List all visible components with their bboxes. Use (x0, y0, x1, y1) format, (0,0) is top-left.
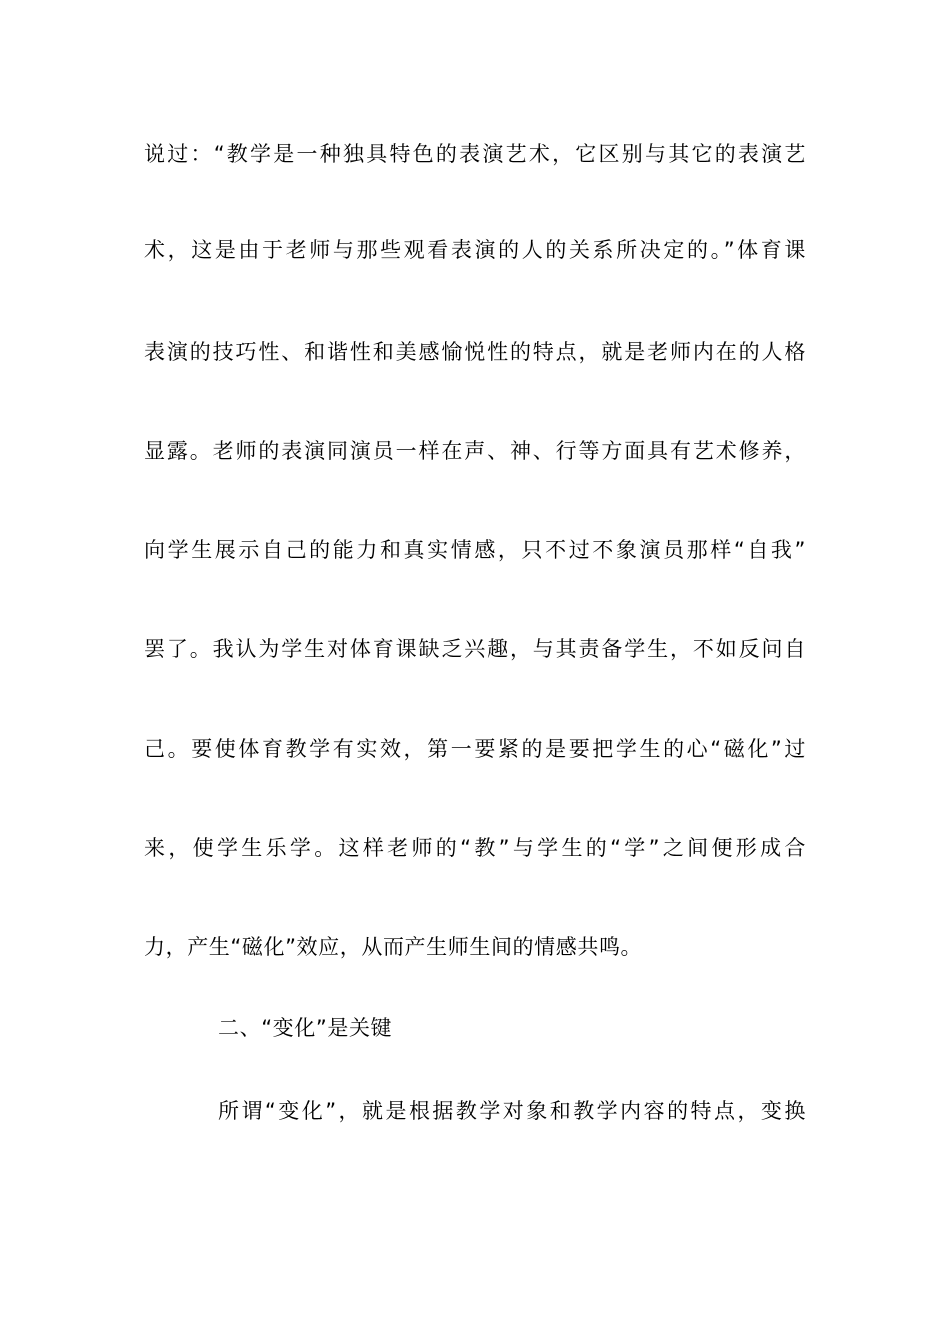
body-text-line: 己。要使体育教学有实效，第一要紧的是要把学生的心“磁化”过 (144, 737, 806, 761)
body-text-line: 术，这是由于老师与那些观看表演的人的关系所决定的。”体育课 (144, 238, 806, 262)
paragraph-first-line: 所谓“变化”，就是根据教学对象和教学内容的特点，变换 (218, 1099, 806, 1123)
body-text-line: 表演的技巧性、和谐性和美感愉悦性的特点，就是老师内在的人格 (144, 340, 806, 364)
body-text-line: 力，产生“磁化”效应，从而产生师生间的情感共鸣。 (144, 935, 643, 959)
body-text-line: 说过：“教学是一种独具特色的表演艺术，它区别与其它的表演艺 (144, 142, 806, 166)
body-text-line: 向学生展示自己的能力和真实情感，只不过不象演员那样“自我” (144, 538, 806, 562)
section-heading: 二、“变化”是关键 (218, 1016, 393, 1040)
body-text-line: 来，使学生乐学。这样老师的“教”与学生的“学”之间便形成合 (144, 836, 806, 860)
body-text-line: 显露。老师的表演同演员一样在声、神、行等方面具有艺术修养， (144, 439, 806, 463)
body-text-line: 罢了。我认为学生对体育课缺乏兴趣，与其责备学生，不如反问自 (144, 637, 806, 661)
